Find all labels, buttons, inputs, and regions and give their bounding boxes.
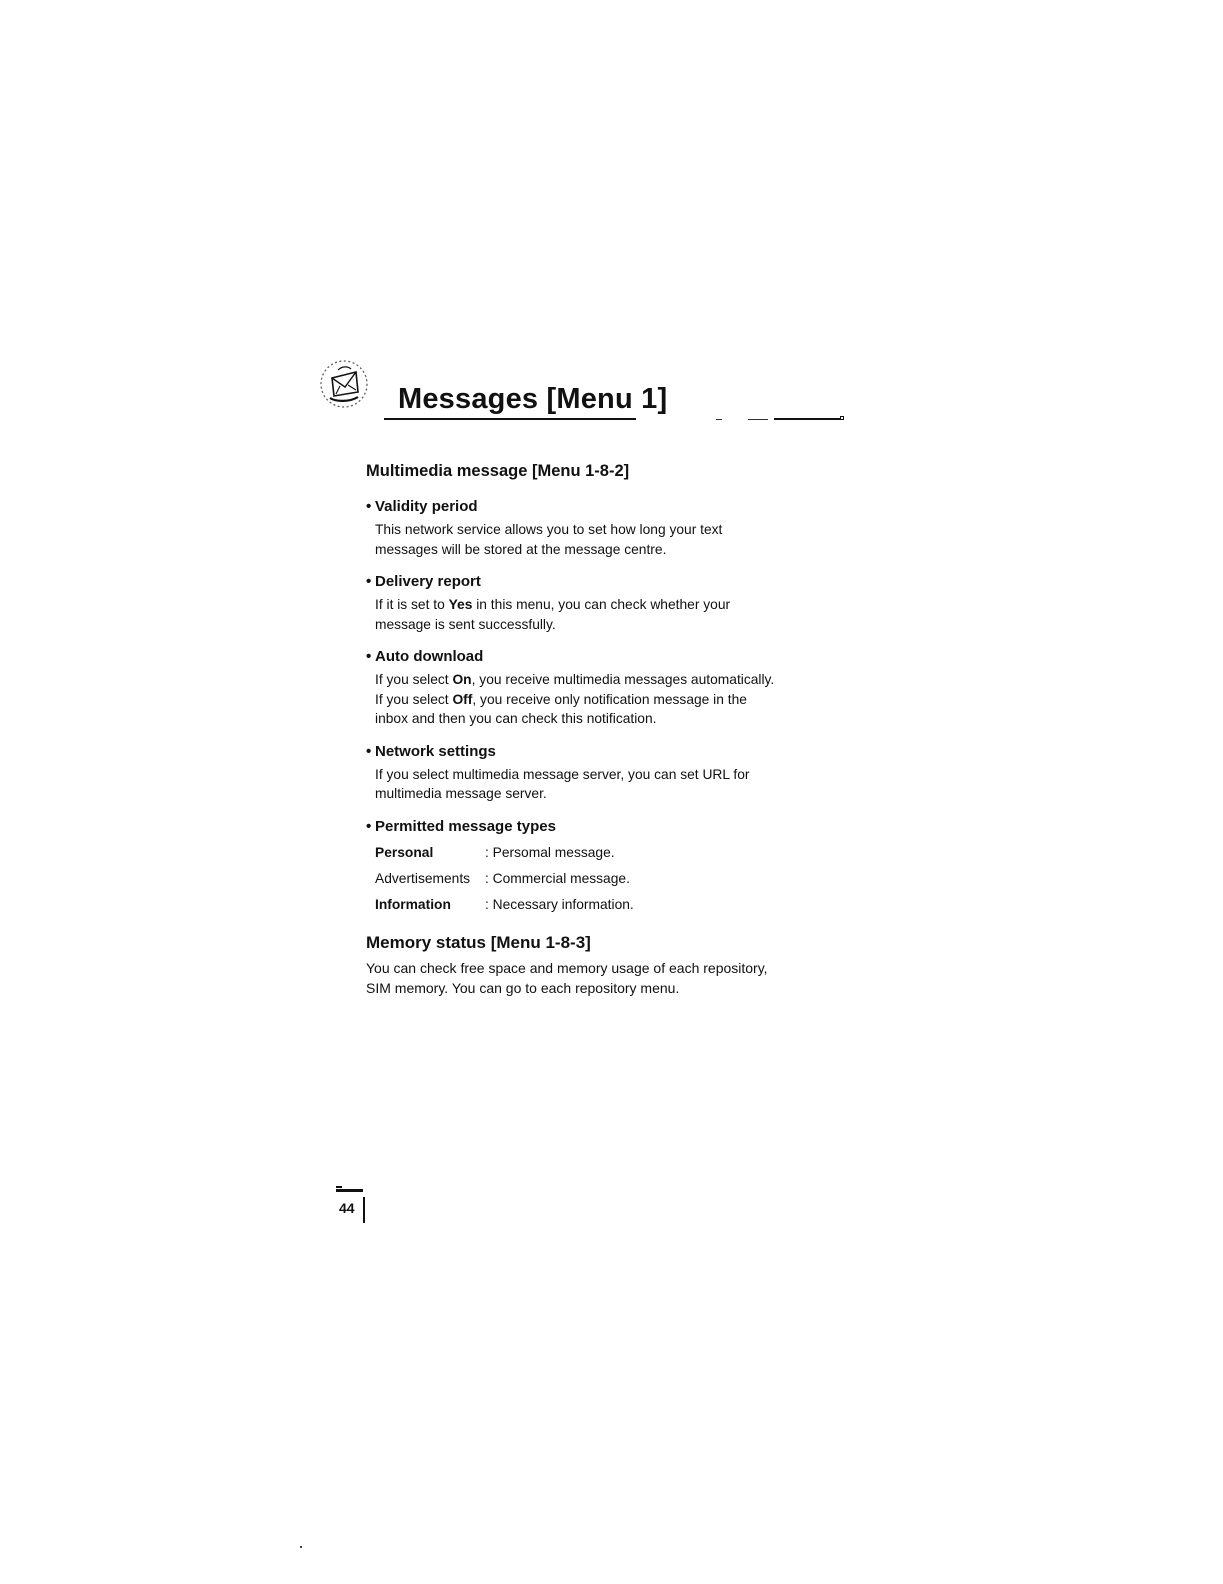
type-desc: : Necessary information. xyxy=(485,896,634,912)
item-text: inbox and then you can check this notification. xyxy=(375,711,657,726)
item-title: Delivery report xyxy=(375,573,481,590)
section-heading-memory-status: Memory status [Menu 1-8-3] xyxy=(366,932,591,952)
type-name: Personal xyxy=(375,844,434,860)
paragraph-line: SIM memory. You can go to each repository menu. xyxy=(366,979,680,996)
item-title: Permitted message types xyxy=(375,817,556,835)
item-text xyxy=(375,690,856,710)
option-on: On xyxy=(452,672,472,687)
title-underline xyxy=(384,418,636,420)
bullet-icon: • xyxy=(366,648,372,665)
text-span: If you select xyxy=(375,672,453,687)
title-underline-tail xyxy=(774,418,840,420)
title-underline-dash xyxy=(748,419,768,420)
bullet-icon: • xyxy=(366,817,372,835)
option-yes: Yes xyxy=(448,597,473,612)
item-text xyxy=(375,595,856,615)
page-number-mark xyxy=(336,1186,342,1188)
page-number-tick xyxy=(363,1197,365,1223)
section-memory-status xyxy=(366,932,856,998)
item-network-settings xyxy=(366,741,856,804)
item-delivery-report xyxy=(366,571,856,634)
message-types-list xyxy=(375,840,856,918)
text-span: , you receive multimedia messages automatically. xyxy=(471,672,775,687)
option-off: Off xyxy=(452,691,473,707)
type-row-advertisements xyxy=(375,866,856,892)
item-text: messages will be stored at the message centre. xyxy=(375,541,667,557)
type-name: Information xyxy=(375,896,451,912)
item-title: Validity period xyxy=(375,498,478,515)
bullet-icon: • xyxy=(366,742,372,760)
text-span: in this menu, you can check whether your xyxy=(472,597,731,612)
page-title: Messages [Menu 1] xyxy=(398,383,668,415)
item-permitted-message-types xyxy=(366,816,856,918)
item-validity-period xyxy=(366,496,856,559)
item-title: Auto download xyxy=(375,648,484,665)
page-number: 44 xyxy=(339,1200,355,1216)
type-row-personal xyxy=(375,840,856,866)
bullet-icon: • xyxy=(366,498,372,515)
title-underline-end-mark xyxy=(840,416,844,420)
item-text: This network service allows you to set how long your text xyxy=(375,522,723,537)
bullet-icon: • xyxy=(366,573,372,590)
type-name: Advertisements xyxy=(375,870,471,886)
page-number-bar xyxy=(336,1189,363,1192)
type-desc: : Persomal message. xyxy=(485,844,615,860)
text-span: , you receive only notification message in the xyxy=(472,691,747,707)
messages-envelope-icon xyxy=(318,356,370,412)
type-desc: : Commercial message. xyxy=(485,870,630,886)
text-span: If it is set to xyxy=(375,597,449,612)
section-heading-multimedia-message: Multimedia message [Menu 1-8-2] xyxy=(366,462,630,480)
item-title: Network settings xyxy=(375,742,496,760)
item-text: If you select multimedia message server, you can set URL for xyxy=(375,766,750,782)
scan-speck xyxy=(300,1546,302,1548)
text-span: If you select xyxy=(375,691,453,707)
title-underline-dash xyxy=(716,419,722,420)
item-text: multimedia message server. xyxy=(375,786,547,801)
type-row-information xyxy=(375,892,856,918)
paragraph-line: You can check free space and memory usage of each repository, xyxy=(366,959,768,976)
item-text xyxy=(375,670,856,690)
item-auto-download xyxy=(366,646,856,729)
item-text: message is sent successfully. xyxy=(375,616,556,632)
page-content xyxy=(366,460,856,998)
